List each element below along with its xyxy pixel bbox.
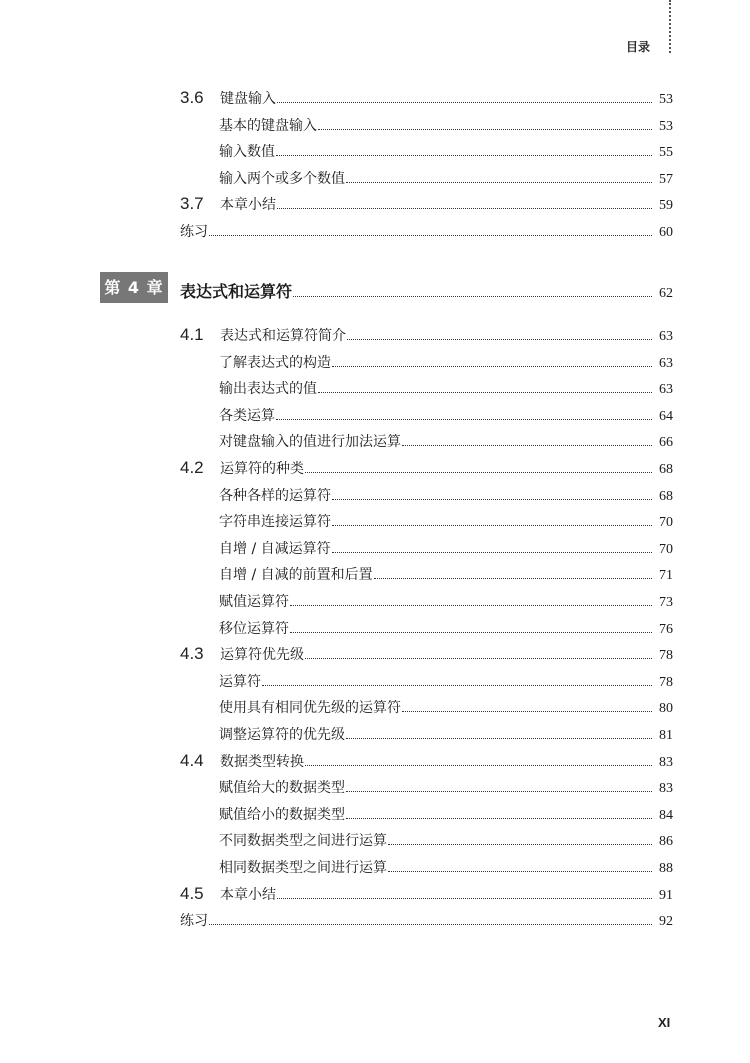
dot-leader	[402, 444, 652, 446]
chapter-tag: 第 4 章	[100, 272, 168, 303]
toc-entry[interactable]	[0, 135, 750, 161]
toc-entry-page: 55	[659, 145, 673, 161]
dot-leader	[290, 604, 652, 606]
toc-entry-title: 运算符的种类	[220, 461, 304, 477]
toc-entry-title: 赋值给小的数据类型	[219, 806, 345, 823]
dot-leader	[332, 365, 652, 367]
toc-entry-title: 调整运算符的优先级	[219, 727, 345, 743]
dot-leader	[277, 897, 652, 899]
toc-entry[interactable]	[0, 188, 750, 214]
toc-entry[interactable]	[0, 851, 750, 877]
toc-entry-page: 86	[659, 834, 673, 850]
toc-entry[interactable]	[0, 319, 750, 345]
toc-entry[interactable]	[0, 532, 750, 558]
toc-entry-title: 移位运算符	[219, 620, 289, 637]
dot-leader	[332, 498, 652, 500]
toc-entry[interactable]	[0, 505, 750, 531]
toc-entry[interactable]	[0, 745, 750, 771]
toc-entry[interactable]	[0, 372, 750, 398]
toc-entry[interactable]	[0, 691, 750, 717]
toc-entry-page: 59	[659, 198, 673, 214]
section-number: 3.6	[180, 88, 204, 107]
dot-leader	[277, 101, 652, 103]
toc-entry[interactable]	[0, 585, 750, 611]
section-number: 4.3	[180, 644, 204, 664]
toc-entry-title: 本章小结	[220, 197, 276, 214]
toc-entry-page: 83	[659, 754, 673, 770]
dot-leader	[305, 657, 652, 659]
toc-entry[interactable]	[0, 638, 750, 664]
dot-leader	[305, 764, 652, 766]
toc-entry-title: 数据类型转换	[220, 753, 304, 770]
dot-leader	[332, 551, 652, 553]
toc-entry-page: 78	[659, 674, 673, 690]
toc-entry-title: 基本的键盘输入	[219, 117, 317, 134]
toc-entry-title: 使用具有相同优先级的运算符	[219, 700, 401, 717]
toc-entry-page: 92	[659, 914, 673, 930]
toc-entry[interactable]	[0, 771, 750, 797]
page-number: XI	[658, 1015, 671, 1030]
section-number: 4.5	[180, 883, 204, 903]
toc-entry-page: 57	[659, 171, 673, 187]
chapter-heading-row[interactable]	[0, 276, 750, 302]
dot-leader	[209, 923, 652, 925]
toc-entry-page: 73	[659, 595, 673, 610]
toc-entry[interactable]	[0, 558, 750, 584]
toc-entry[interactable]	[0, 904, 750, 930]
toc-entry-title: 赋值运算符	[219, 594, 289, 610]
dot-leader	[305, 471, 652, 473]
toc-entry-title: 字符串连接运算符	[219, 514, 331, 531]
dot-leader	[276, 418, 652, 420]
dot-leader	[346, 790, 652, 792]
toc-entry-title: 输出表达式的值	[219, 381, 317, 398]
toc-entry-page: 63	[659, 329, 673, 344]
dot-leader	[346, 737, 652, 739]
toc-entry-page: 63	[659, 382, 673, 398]
dot-leader	[293, 295, 652, 297]
dot-leader	[346, 181, 652, 183]
toc-entry-title: 输入两个或多个数值	[219, 170, 345, 187]
toc-entry-page: 91	[659, 887, 673, 903]
toc-entry-title: 运算符	[219, 673, 261, 690]
toc-entry[interactable]	[0, 612, 750, 638]
dot-leader	[290, 631, 652, 633]
toc-entry-page: 70	[659, 541, 673, 557]
toc-entry-page: 66	[659, 435, 673, 451]
toc-entry[interactable]	[0, 82, 750, 108]
toc-entry-title: 练习	[180, 913, 208, 930]
toc-entry-page: 76	[659, 621, 673, 637]
toc-entry-title: 本章小结	[220, 886, 276, 903]
toc-entry-page: 83	[659, 781, 673, 797]
toc-entry-title: 键盘输入	[220, 91, 276, 107]
toc-entry[interactable]	[0, 479, 750, 505]
dot-leader	[277, 207, 652, 209]
chapter-title: 表达式和运算符	[180, 282, 293, 301]
toc-entry-title: 自增 / 自减运算符	[219, 540, 331, 557]
toc-entry-page: 68	[659, 488, 673, 504]
section-number: 4.4	[180, 750, 204, 770]
dot-leader	[402, 710, 652, 712]
toc-entry-page: 71	[659, 568, 673, 584]
toc-entry-title: 对键盘输入的值进行加法运算	[219, 434, 401, 451]
dot-leader	[346, 817, 652, 819]
toc-entry-title: 不同数据类型之间进行运算	[219, 833, 387, 850]
dot-leader	[388, 870, 652, 872]
toc-entry[interactable]	[0, 878, 750, 904]
dot-leader	[374, 577, 652, 579]
toc-entry[interactable]	[0, 346, 750, 372]
dot-leader	[347, 338, 652, 340]
toc-entry-title: 运算符优先级	[220, 647, 304, 664]
toc-entry[interactable]	[0, 425, 750, 451]
toc-entry[interactable]	[0, 452, 750, 478]
toc-entry-title: 相同数据类型之间进行运算	[219, 860, 387, 876]
toc-entry-page: 68	[659, 462, 673, 477]
toc-entry-title: 练习	[180, 224, 208, 240]
header-dotted-rule	[669, 0, 671, 53]
toc-entry-page: 53	[659, 92, 673, 107]
dot-leader	[332, 524, 652, 526]
toc-entry-title: 赋值给大的数据类型	[219, 780, 345, 797]
toc-entry-title: 自增 / 自减的前置和后置	[219, 567, 373, 584]
toc-entry-page: 80	[659, 701, 673, 717]
section-number: 4.2	[180, 458, 204, 477]
section-number: 4.1	[180, 325, 204, 344]
toc-entry-page: 70	[659, 515, 673, 531]
toc-entry-title: 各种各样的运算符	[219, 487, 331, 504]
chapter-page: 62	[659, 286, 673, 301]
toc-entry-title: 输入数值	[219, 144, 275, 161]
toc-entry[interactable]	[0, 798, 750, 824]
dot-leader	[388, 843, 652, 845]
toc-entry-title: 表达式和运算符简介	[220, 328, 346, 344]
section-number: 3.7	[180, 194, 204, 214]
toc-entry-page: 88	[659, 861, 673, 876]
dot-leader	[209, 234, 652, 236]
toc-entry-title: 各类运算	[219, 407, 275, 424]
toc-entry-page: 84	[659, 807, 673, 823]
toc-entry[interactable]	[0, 718, 750, 744]
toc-entry[interactable]	[0, 399, 750, 425]
dot-leader	[318, 391, 652, 393]
toc-entry[interactable]	[0, 665, 750, 691]
toc-entry-page: 63	[659, 355, 673, 371]
toc-entry-page: 53	[659, 118, 673, 134]
toc-entry-title: 了解表达式的构造	[219, 354, 331, 371]
toc-entry-page: 81	[659, 728, 673, 743]
toc-entry[interactable]	[0, 824, 750, 850]
dot-leader	[262, 684, 652, 686]
dot-leader	[318, 128, 652, 130]
toc-entry-page: 78	[659, 648, 673, 664]
toc-entry-page: 64	[659, 408, 673, 424]
running-header: 目录	[626, 40, 651, 54]
toc-entry[interactable]	[0, 215, 750, 241]
toc-entry-page: 60	[659, 225, 673, 240]
toc-entry[interactable]	[0, 109, 750, 135]
dot-leader	[276, 154, 652, 156]
toc-entry[interactable]	[0, 162, 750, 188]
